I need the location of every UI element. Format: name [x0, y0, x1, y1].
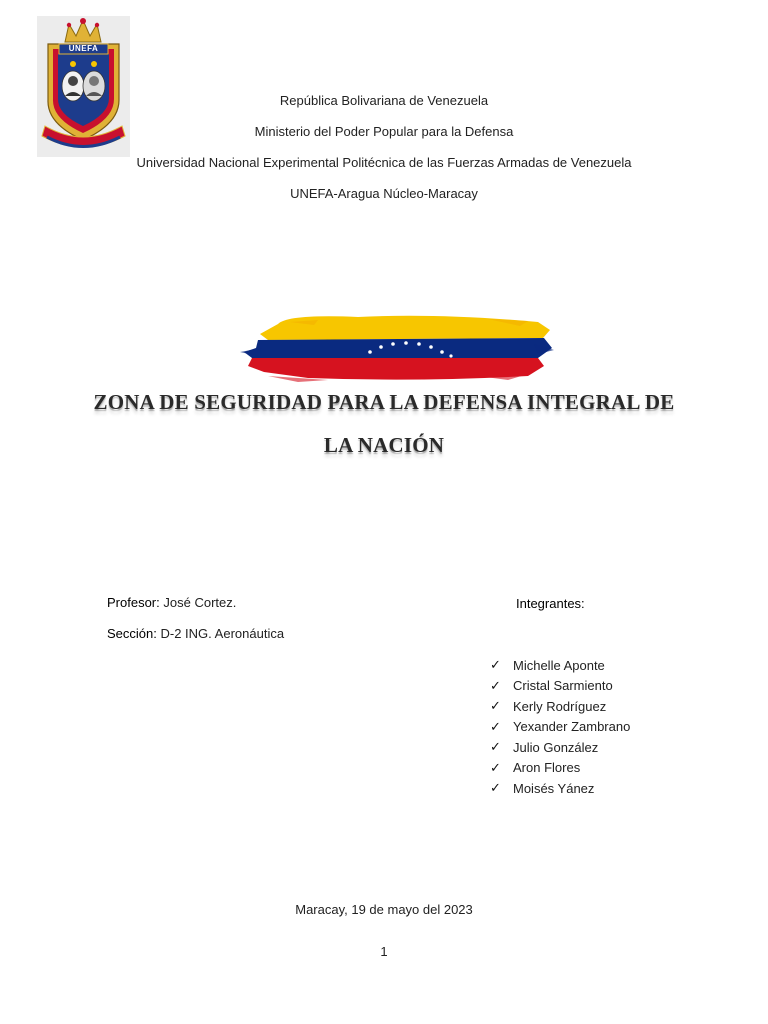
header-university: Universidad Nacional Experimental Politécnica de las Fuerzas Armadas de Venezuela	[136, 155, 632, 170]
profesor-line	[107, 595, 236, 610]
member-name: Yexander Zambrano	[513, 719, 631, 735]
integrantes-heading: Integrantes:	[516, 596, 585, 611]
checkmark-icon: ✓	[490, 780, 501, 796]
venezuela-flag-brushstroke	[238, 308, 554, 388]
list-item	[490, 737, 630, 758]
list-item	[490, 655, 630, 676]
document-title-line-1: ZONA DE SEGURIDAD PARA LA DEFENSA INTEGRAL DE	[93, 390, 675, 414]
checkmark-icon: ✓	[490, 739, 501, 755]
member-name: Michelle Aponte	[513, 657, 605, 673]
page-number: 1	[380, 944, 388, 959]
seccion-label: Sección:	[107, 626, 157, 641]
checkmark-icon: ✓	[490, 657, 501, 673]
seccion-line	[107, 626, 284, 641]
checkmark-icon: ✓	[490, 677, 501, 693]
member-name: Cristal Sarmiento	[513, 678, 613, 694]
list-item	[490, 778, 630, 799]
member-name: Kerly Rodríguez	[513, 698, 607, 714]
document-title-line-2: LA NACIÓN	[323, 433, 445, 457]
header-republic: República Bolivariana de Venezuela	[279, 93, 489, 108]
list-item	[490, 696, 630, 717]
checkmark-icon: ✓	[490, 759, 501, 775]
header-campus: UNEFA-Aragua Núcleo-Maracay	[290, 186, 478, 201]
list-item	[490, 676, 630, 697]
seccion-value: D-2 ING. Aeronáutica	[160, 626, 285, 641]
profesor-value: José Cortez.	[163, 595, 237, 610]
member-name: Moisés Yánez	[513, 780, 595, 796]
member-name: Aron Flores	[513, 760, 581, 776]
member-name: Julio González	[513, 739, 599, 755]
header-ministry: Ministerio del Poder Popular para la Defensa	[254, 124, 514, 139]
crest-banner-text: UNEFA	[68, 44, 99, 53]
document-date: Maracay, 19 de mayo del 2023	[295, 902, 473, 917]
list-item	[490, 758, 630, 779]
list-item	[490, 717, 630, 738]
checkmark-icon: ✓	[490, 718, 501, 734]
checkmark-icon: ✓	[490, 698, 501, 714]
integrantes-list	[490, 655, 630, 799]
profesor-label: Profesor:	[107, 595, 160, 610]
